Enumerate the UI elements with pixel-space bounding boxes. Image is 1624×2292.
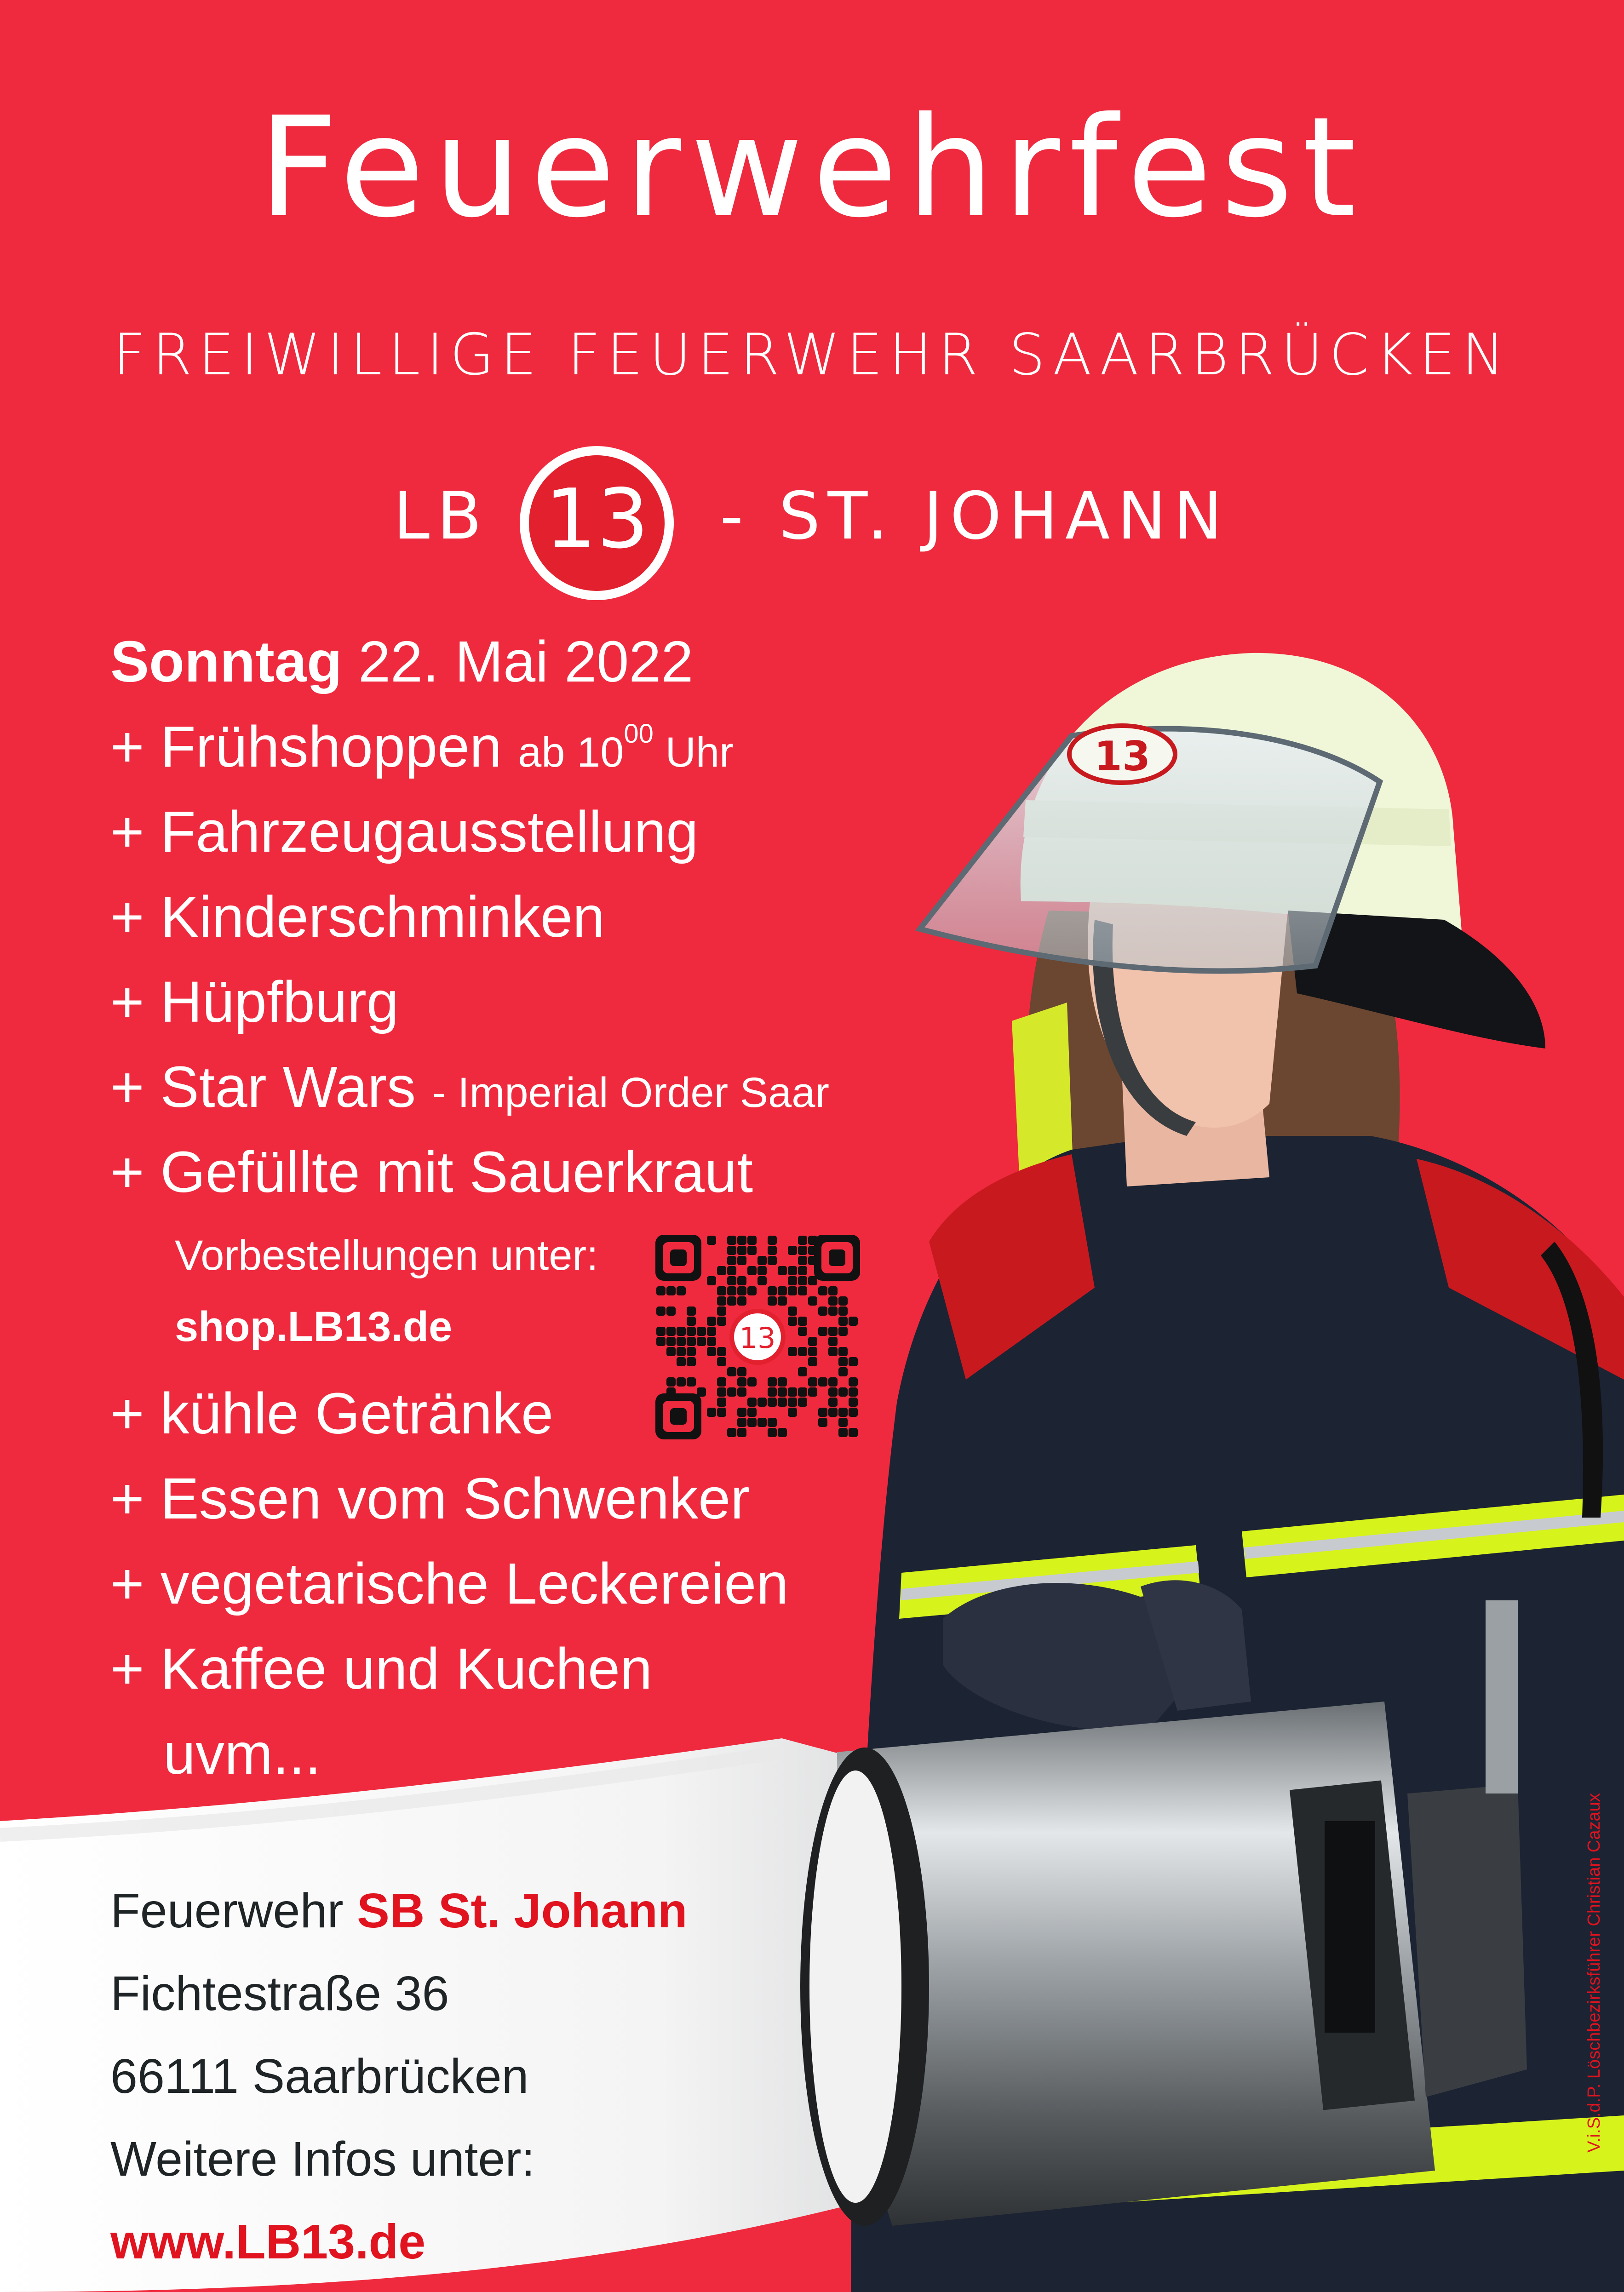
qr-module [849,1408,858,1417]
qr-module [717,1398,726,1407]
qr-module [737,1236,746,1245]
address-street: Fichtestraße 36 [110,1966,449,2021]
qr-module [717,1286,726,1295]
qr-module [717,1357,726,1366]
qr-module [656,1337,666,1346]
qr-module [788,1387,797,1397]
qr-module [707,1327,716,1336]
qr-module [828,1387,838,1397]
qr-module [727,1236,736,1245]
qr-module [747,1246,757,1255]
qr-module [727,1246,736,1255]
qr-module [788,1317,797,1326]
qr-module [828,1327,838,1336]
address-org-name: SB St. Johann [357,1884,688,1938]
qr-module [798,1276,807,1285]
qr-module [757,1256,767,1265]
qr-module [768,1286,777,1295]
qr-module [798,1266,807,1275]
qr-module [737,1256,746,1265]
qr-module [707,1347,716,1356]
list-item-detail: - Imperial Order Saar [431,1069,830,1116]
list-item-vegetarisch: + vegetarische Leckereien [110,1551,789,1616]
qr-module [778,1286,787,1295]
qr-module [727,1296,736,1306]
qr-module [838,1418,848,1427]
qr-module [666,1347,676,1356]
qr-module [828,1408,838,1417]
qr-module [818,1377,827,1387]
qr-module [798,1236,807,1245]
list-item-getraenke: + kühle Getränke [110,1381,554,1446]
qr-module [737,1377,746,1387]
preorder-label: Vorbestellungen unter: [175,1232,598,1279]
qr-module [687,1377,696,1387]
qr-module [828,1398,838,1407]
qr-module [687,1357,696,1366]
time-prefix: ab 10 [518,729,624,776]
qr-module [808,1387,817,1397]
qr-module [798,1327,807,1336]
qr-module [768,1398,777,1407]
qr-module [828,1306,838,1316]
qr-module [788,1347,797,1356]
qr-module [656,1327,666,1336]
qr-module [687,1306,696,1316]
qr-module [727,1367,736,1376]
qr-module [717,1306,726,1316]
qr-module [727,1276,736,1285]
qr-module [838,1357,848,1366]
qr-module [737,1296,746,1306]
qr-module [717,1387,726,1397]
qr-module [778,1296,787,1306]
qr-module [778,1398,787,1407]
qr-module [849,1317,858,1326]
qr-module [737,1276,746,1285]
qr-module [788,1408,797,1417]
qr-module [707,1236,716,1245]
website-link[interactable]: www.LB13.de [110,2215,426,2269]
qr-module [747,1266,757,1275]
qr-module [838,1347,848,1356]
organisation-subtitle: FREIWILLIGE FEUERWEHR SAARBRÜCKEN [113,322,1511,388]
qr-module [737,1418,746,1427]
qr-module [828,1347,838,1356]
qr-module [849,1377,858,1387]
qr-module [727,1286,736,1295]
list-item-schwenker: + Essen vom Schwenker [110,1466,750,1531]
event-title: Feuerwehrfest [258,87,1366,248]
qr-module [717,1377,726,1387]
qr-module [798,1286,807,1295]
qr-module [808,1296,817,1306]
qr-module [838,1296,848,1306]
address-org-label: Feuerwehr [110,1884,344,1938]
qr-module [737,1428,746,1437]
qr-module [778,1387,787,1397]
list-item-fruehshoppen [110,715,734,779]
qr-module [737,1408,746,1417]
qr-module [666,1377,676,1387]
qr-module [838,1387,848,1397]
address-line-organisation [110,1883,688,1939]
qr-module [666,1327,676,1336]
qr-module [697,1327,706,1336]
qr-module [717,1408,726,1417]
qr-module [788,1286,797,1295]
qr-module [798,1347,807,1356]
list-item-gefuellte: + Gefüllte mit Sauerkraut [110,1140,753,1204]
list-item-fahrzeug: + Fahrzeugausstellung [110,799,699,864]
qr-module [808,1347,817,1356]
list-item-uvm: uvm... [163,1721,321,1786]
list-item-starwars [110,1055,829,1119]
qr-module [768,1377,777,1387]
qr-code[interactable] [655,1235,860,1439]
qr-module [788,1246,797,1255]
qr-module [727,1266,736,1275]
qr-module [666,1306,676,1316]
qr-module [687,1317,696,1326]
qr-module [697,1337,706,1346]
qr-module [838,1428,848,1437]
qr-module [677,1286,686,1295]
qr-module [666,1387,676,1397]
qr-module [757,1398,767,1407]
qr-module [808,1276,817,1285]
qr-module [707,1276,716,1285]
qr-module [747,1286,757,1295]
qr-module [687,1337,696,1346]
qr-module [849,1398,858,1407]
event-date-text: 22. Mai 2022 [358,629,694,694]
qr-module [768,1296,777,1306]
qr-module [757,1276,767,1285]
qr-module [707,1317,716,1326]
qr-module [768,1256,777,1265]
qr-badge-number: 13 [739,1321,776,1355]
address-info-label: Weitere Infos unter: [110,2132,535,2186]
event-day: Sonntag [110,629,342,694]
qr-module [788,1276,797,1285]
unit-number-badge [520,446,674,600]
qr-module [737,1246,746,1255]
qr-module [828,1377,838,1387]
list-item-schminken: + Kinderschminken [110,884,605,949]
list-item-label: + Star Wars [110,1054,416,1119]
qr-module [768,1428,777,1437]
qr-module [677,1327,686,1336]
qr-module [717,1296,726,1306]
qr-module [666,1337,676,1346]
qr-module [798,1398,807,1407]
qr-module [838,1306,848,1316]
credit-container [1580,1669,1608,2276]
time-suffix: Uhr [653,729,734,776]
event-date [110,630,693,694]
qr-module [778,1428,787,1437]
qr-module [828,1296,838,1306]
helmet-number: 13 [1094,733,1151,780]
qr-module [727,1428,736,1437]
list-item-huepfburg: + Hüpfburg [110,969,399,1034]
time-minutes: 00 [624,719,654,749]
qr-module [677,1377,686,1387]
qr-module [808,1256,817,1265]
list-item-kaffee: + Kaffee und Kuchen [110,1636,653,1701]
qr-module [798,1387,807,1397]
qr-module [818,1306,827,1316]
qr-module [838,1367,848,1376]
qr-module [808,1246,817,1255]
qr-module [818,1327,827,1336]
qr-module [828,1337,838,1346]
preorder-url[interactable]: shop.LB13.de [175,1303,453,1350]
qr-module [727,1387,736,1397]
qr-module [656,1306,666,1316]
qr-module [757,1418,767,1427]
qr-module [768,1418,777,1427]
unit-prefix: LB [393,478,489,554]
qr-module [687,1347,696,1356]
qr-module [778,1377,787,1387]
unit-suffix: - ST. JOHANN [720,478,1230,554]
qr-module [768,1236,777,1245]
qr-module [828,1286,838,1295]
qr-module [747,1418,757,1427]
qr-module [677,1337,686,1346]
qr-module [666,1286,676,1295]
qr-module [849,1357,858,1366]
qr-module [838,1317,848,1326]
qr-module [778,1266,787,1275]
qr-module [717,1266,726,1275]
qr-module [798,1256,807,1265]
qr-module [798,1246,807,1255]
list-item-detail [518,719,734,776]
qr-module [849,1428,858,1437]
qr-module [818,1418,827,1427]
qr-module [707,1408,716,1417]
qr-module [768,1387,777,1397]
credit-text: V.i.S.d.P. Löschbezirksführer Christian Cazaux [1584,1793,1604,2153]
address-city: 66111 Saarbrücken [110,2049,529,2103]
qr-module [838,1408,848,1417]
qr-module [808,1236,817,1245]
qr-module [727,1256,736,1265]
qr-module [677,1357,686,1366]
qr-module [788,1266,797,1275]
qr-module [737,1286,746,1295]
qr-module [808,1337,817,1346]
qr-module [656,1286,666,1295]
qr-module [798,1317,807,1326]
qr-module [747,1236,757,1245]
qr-module [707,1337,716,1346]
qr-module [747,1377,757,1387]
list-item-label: + Frühshoppen [110,714,502,779]
qr-module [788,1306,797,1316]
unit-number: 13 [545,471,649,567]
qr-module [808,1357,817,1366]
qr-module [768,1246,777,1255]
qr-module [788,1398,797,1407]
qr-module [717,1317,726,1326]
qr-module [838,1327,848,1336]
qr-module [818,1408,827,1417]
qr-module [737,1387,746,1397]
qr-module [717,1347,726,1356]
qr-module [747,1408,757,1417]
qr-module [687,1327,696,1336]
qr-module [808,1377,817,1387]
qr-module [798,1367,807,1376]
qr-module [697,1387,706,1397]
qr-module [747,1398,757,1407]
qr-module [757,1266,767,1275]
unit-badge-row [0,446,1624,598]
qr-module [737,1367,746,1376]
qr-module [677,1347,686,1356]
qr-module [849,1387,858,1397]
qr-module [818,1286,827,1295]
